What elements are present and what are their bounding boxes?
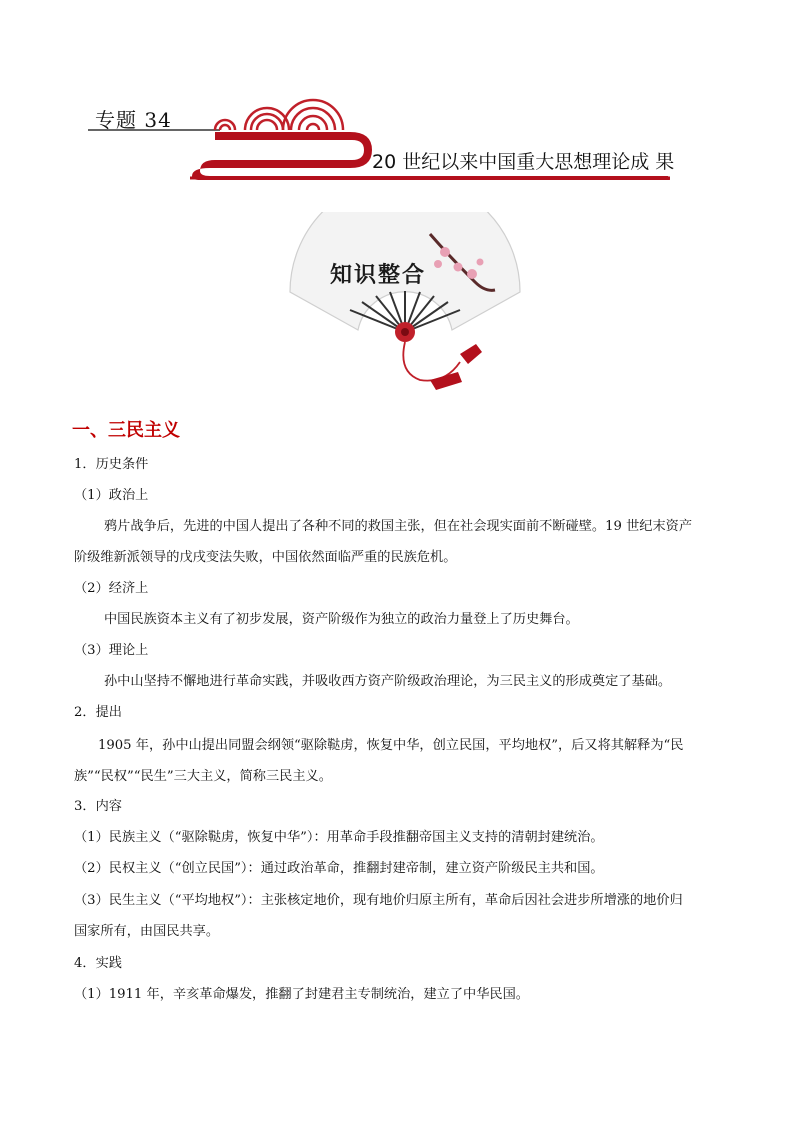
- topic-title: 20 世纪以来中国重大思想理论成 果: [372, 151, 675, 173]
- sub-item-title: （2）经济上: [74, 581, 149, 596]
- list-item: （1）1911 年，辛亥革命爆发，推翻了封建君主专制统治，建立了中华民国。: [74, 987, 529, 1002]
- paragraph-line: 族”“民权”“民生”三大主义，简称三民主义。: [74, 769, 332, 784]
- subsection-title: 2．提出: [74, 705, 122, 720]
- paragraph-line: 阶级维新派领导的戊戌变法失败，中国依然面临严重的民族危机。: [74, 550, 457, 565]
- list-item: （1）民族主义（“驱除鞑虏，恢复中华”）：用革命手段推翻帝国主义支持的清朝封建统治。: [74, 830, 604, 845]
- paragraph-line: 中国民族资本主义有了初步发展，资产阶级作为独立的政治力量登上了历史舞台。: [104, 612, 579, 627]
- sub-item-title: （3）理论上: [74, 643, 149, 658]
- subsection-title: 1．历史条件: [74, 457, 149, 472]
- document-header: [0, 0, 794, 200]
- paragraph-line: 鸦片战争后，先进的中国人提出了各种不同的救国主张，但在社会现实面前不断碰壁。19 世纪末资产: [104, 519, 693, 534]
- paragraph-line: 孙中山坚持不懈地进行革命实践，并吸收西方资产阶级政治理论，为三民主义的形成奠定了基础。: [104, 674, 672, 689]
- sub-item-title: （1）政治上: [74, 488, 149, 503]
- paragraph-line: 国家所有，由国民共享。: [74, 924, 220, 939]
- subsection-title: 4．实践: [74, 956, 122, 971]
- paragraph-line: 1905 年，孙中山提出同盟会纲领“驱除鞑虏，恢复中华，创立民国，平均地权”，后又将其解释为“民: [98, 738, 684, 753]
- subsection-title: 3．内容: [74, 799, 122, 814]
- fan-badge-label: 知识整合: [330, 262, 427, 288]
- section-heading: 一、三民主义: [72, 420, 180, 441]
- fan-badge-image: [280, 212, 530, 392]
- list-item: （3）民生主义（“平均地权”）：主张核定地价，现有地价归原主所有，革命后因社会进步所增涨的地价归: [74, 893, 683, 908]
- concentric-arcs-icon: [215, 100, 343, 130]
- list-item: （2）民权主义（“创立民国”）：通过政治革命，推翻封建帝制，建立资产阶级民主共和国。: [74, 861, 604, 876]
- topic-number: 专题 34: [95, 108, 172, 132]
